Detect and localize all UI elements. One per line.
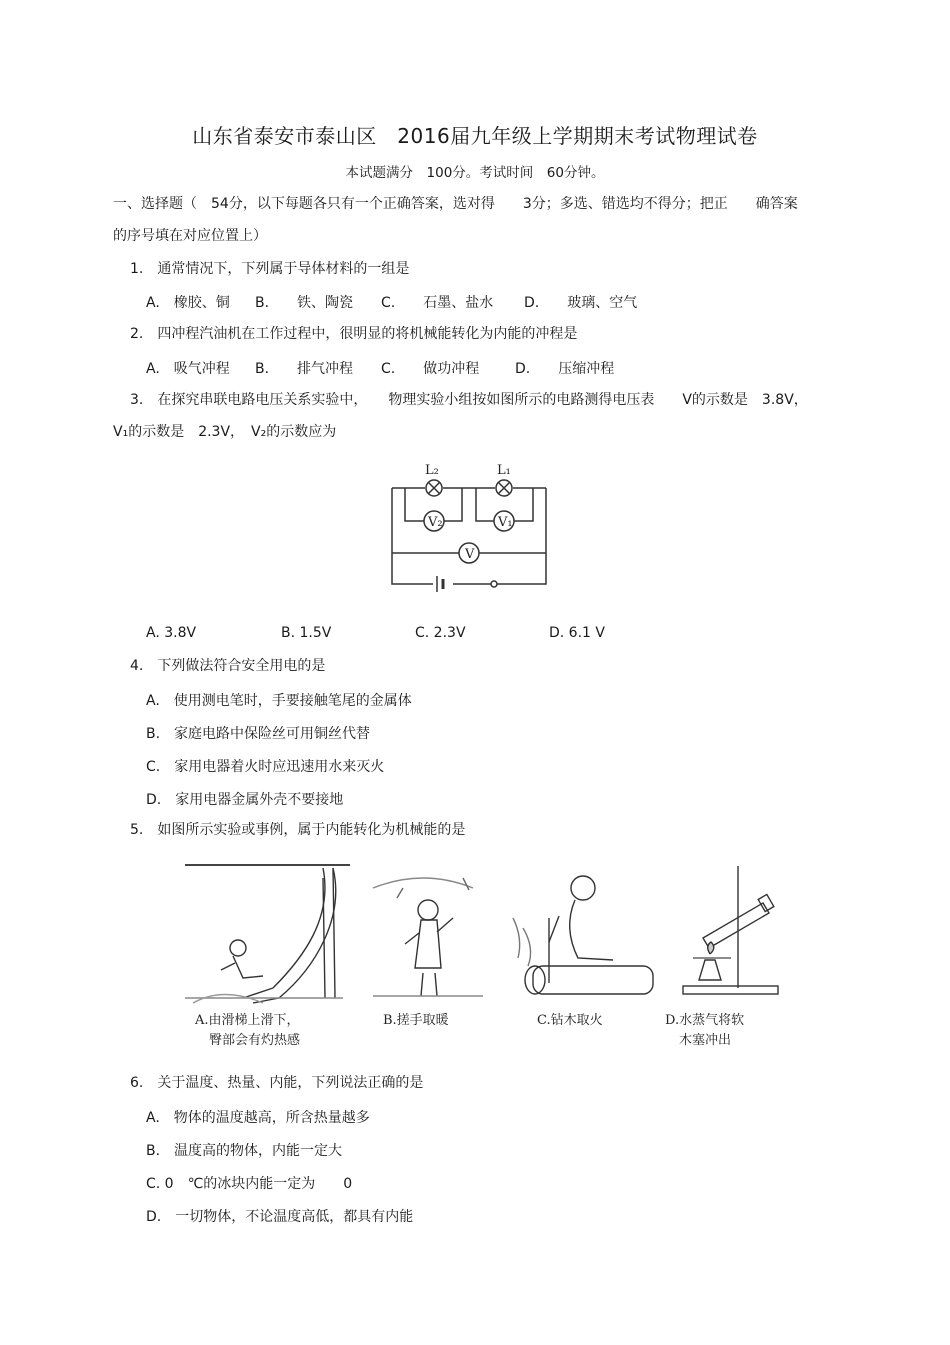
question-1-option-a: A. 橡胶、铜 <box>146 295 230 311</box>
question-5-illustrations <box>183 858 783 1058</box>
label-l1: L₁ <box>497 463 511 478</box>
steam-cork-illustration <box>683 866 778 994</box>
question-4-option-c: C. 家用电器着火时应迅速用水来灭火 <box>146 759 385 775</box>
exam-info: 本试题满分 100分。考试时间 60分钟。 <box>345 165 605 181</box>
page-title: 山东省泰安市泰山区 2016届九年级上学期期末考试物理试卷 <box>192 124 758 148</box>
caption-c: C.钻木取火 <box>537 1013 603 1028</box>
question-6-option-d: D. 一切物体，不论温度高低，都具有内能 <box>146 1209 414 1225</box>
question-6-stem: 6. 关于温度、热量、内能，下列说法正确的是 <box>130 1075 424 1091</box>
caption-a-line1: A.由滑梯上滑下， <box>195 1013 300 1028</box>
voltmeter-v2-label: V₂ <box>428 515 443 530</box>
question-1-option-b: B. 铁、陶瓷 <box>255 295 354 311</box>
caption-a-line2: 臀部会有灼热感 <box>209 1033 301 1048</box>
circuit-diagram <box>385 458 555 598</box>
section-instructions-line2: 的序号填在对应位置上） <box>113 228 267 244</box>
question-6-option-b: B. 温度高的物体，内能一定大 <box>146 1143 343 1159</box>
caption-d-line1: D.水蒸气将软 <box>665 1013 745 1028</box>
question-1-option-c: C. 石墨、盐水 <box>381 295 494 311</box>
question-4-option-d: D. 家用电器金属外壳不要接地 <box>146 792 344 808</box>
question-1-option-d: D. 玻璃、空气 <box>524 295 638 311</box>
question-2-option-a: A. 吸气冲程 <box>146 361 230 377</box>
question-6-option-c: C. 0 ℃的冰块内能一定为 0 <box>146 1176 353 1192</box>
voltmeter-v1-label: V₁ <box>498 515 513 530</box>
label-l2: L₂ <box>425 463 439 478</box>
caption-b: B.搓手取暖 <box>383 1013 449 1028</box>
question-6-option-a: A. 物体的温度越高，所含热量越多 <box>146 1110 370 1126</box>
question-5-stem: 5. 如图所示实验或事例，属于内能转化为机械能的是 <box>130 822 466 838</box>
question-2-option-d: D. 压缩冲程 <box>515 361 615 377</box>
question-4-option-b: B. 家庭电路中保险丝可用铜丝代替 <box>146 726 371 742</box>
voltmeter-v-label: V <box>465 547 475 562</box>
question-3-stem-line2: V₁的示数是 2.3V， V₂的示数应为 <box>113 424 337 440</box>
question-2-option-b: B. 排气冲程 <box>255 361 354 377</box>
question-3-stem-line1: 3. 在探究串联电路电压关系实验中， 物理实验小组按如图所示的电路测得电压表 V的示数是 3.8V， <box>130 392 808 408</box>
question-3-option-a: A. 3.8V <box>146 625 197 641</box>
question-3-option-d: D. 6.1 V <box>549 625 605 641</box>
question-1-stem: 1. 通常情况下，下列属于导体材料的一组是 <box>130 261 410 277</box>
question-4-stem: 4. 下列做法符合安全用电的是 <box>130 658 326 674</box>
drilling-wood-illustration <box>513 876 653 994</box>
section-instructions-line1: 一、选择题（ 54分，以下每题各只有一个正确答案，选对得 3分；多选、错选均不得分；把正 确答案 <box>113 196 798 212</box>
question-3-option-b: B. 1.5V <box>281 625 332 641</box>
question-2-stem: 2. 四冲程汽油机在工作过程中，很明显的将机械能转化为内能的冲程是 <box>130 326 578 342</box>
slide-illustration <box>185 864 350 1003</box>
question-2-option-c: C. 做功冲程 <box>381 361 480 377</box>
question-3-option-c: C. 2.3V <box>415 625 466 641</box>
caption-d-line2: 木塞冲出 <box>679 1033 732 1048</box>
rubbing-hands-illustration <box>373 878 483 996</box>
question-4-option-a: A. 使用测电笔时，手要接触笔尾的金属体 <box>146 693 412 709</box>
